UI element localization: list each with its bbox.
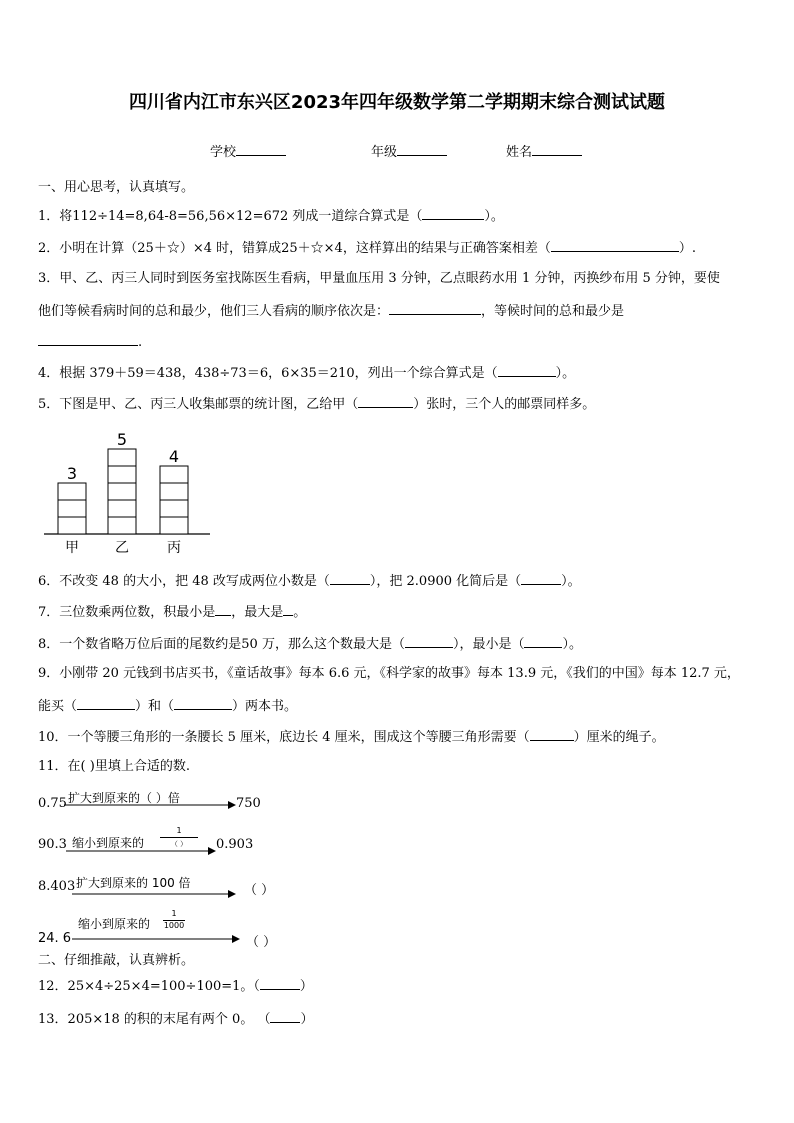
bar-unit [58, 517, 86, 534]
q10-blank[interactable] [530, 728, 574, 741]
q11-row2-numerator: 1 [176, 826, 182, 835]
q12-text-end: ） [299, 979, 313, 994]
grade-label: 年级 [371, 145, 398, 160]
question-1 [38, 207, 504, 225]
q3-text-mid: ，等候时间的总和最少是 [481, 304, 625, 319]
bar-unit [108, 500, 136, 517]
q1-text-end: ）。 [484, 209, 504, 224]
q8-text: 8．一个数省略万位后面的尾数约是50 万，那么这个数最大是（ [38, 637, 405, 652]
grade-field [371, 141, 447, 160]
page-title: 四川省内江市东兴区2023年四年级数学第二学期期末综合测试试题 [128, 92, 666, 113]
grade-blank[interactable] [397, 143, 447, 156]
bar-2 [160, 466, 188, 534]
q8-blank-1[interactable] [405, 635, 453, 648]
q13-blank[interactable] [270, 1010, 300, 1023]
q3-total-blank[interactable] [38, 333, 138, 346]
bar-unit [160, 483, 188, 500]
q1-blank[interactable] [422, 207, 484, 220]
bar-unit [108, 517, 136, 534]
bar-unit [160, 466, 188, 483]
stamp-bar-chart [38, 422, 218, 562]
name-label: 姓名 [506, 145, 533, 160]
q11-row1-label: 扩大到原来的（ ）倍 [68, 791, 180, 805]
bar-value-label: 4 [168, 447, 180, 466]
school-field [210, 141, 286, 160]
q6-text-mid: ），把 2.0900 化简后是（ [369, 574, 522, 589]
q4-text-end: ）。 [555, 366, 576, 381]
q11-row4-arrow [72, 934, 240, 944]
q8-text-mid: ），最小是（ [452, 637, 525, 652]
q11-row3-left: 8.403 [38, 879, 76, 894]
bar-1 [108, 449, 136, 534]
q5-text-end: ）张时，三个人的邮票同样多。 [413, 397, 596, 412]
name-field [506, 141, 582, 160]
bar-0 [58, 483, 86, 534]
q11-row4-right[interactable]: （ ） [246, 935, 277, 950]
question-2 [38, 239, 696, 257]
q7-text-end: 。 [293, 605, 307, 620]
q6-text-end: ）。 [561, 574, 581, 589]
school-blank[interactable] [236, 143, 286, 156]
question-8 [38, 635, 582, 653]
q6-blank-1[interactable] [330, 572, 370, 585]
question-3-line3 [38, 333, 142, 351]
q11-row3-arrow [72, 889, 236, 899]
question-10 [38, 728, 665, 746]
q2-text-end: ）. [678, 241, 696, 256]
q7-blank-1[interactable] [215, 603, 231, 616]
q12-blank[interactable] [260, 977, 300, 990]
bar-unit [160, 500, 188, 517]
bar-unit [160, 517, 188, 534]
question-4 [38, 364, 575, 382]
q5-blank[interactable] [358, 395, 413, 408]
q2-text: 2．小明在计算（25＋☆）×4 时，错算成25＋☆×4，这样算出的结果与正确答案相差（ [38, 241, 551, 256]
q9-text: 能买（ [38, 699, 78, 714]
q11-row2-denominator: （ ） [170, 840, 188, 848]
q11-row2-right: 0.903 [216, 837, 254, 852]
q13-text-end: ） [300, 1012, 314, 1027]
q5-text: 5．下图是甲、乙、丙三人收集邮票的统计图，乙给甲（ [38, 397, 359, 412]
q11-row4-left: 24. 6 [38, 931, 72, 946]
q11-row3-label: 扩大到原来的 100 倍 [76, 876, 191, 890]
question-7 [38, 603, 306, 621]
q3-text-end: . [138, 335, 143, 350]
q11-row2-fraction-bar [160, 837, 198, 838]
q3-text: 他们等候看病时间的总和最少，他们三人看病的顺序依次是： [38, 304, 390, 319]
bar-category-label: 甲 [65, 540, 79, 556]
bar-unit [58, 483, 86, 500]
q11-row3-right[interactable]: （ ） [244, 883, 275, 898]
q11-row1-arrow [64, 800, 236, 810]
question-12 [38, 977, 313, 995]
q9-text-end: ）两本书。 [232, 699, 298, 714]
q9-blank-2[interactable] [174, 697, 232, 710]
bar-value-label: 5 [116, 430, 128, 449]
q2-blank[interactable] [551, 239, 679, 252]
q9-text-mid: ）和（ [135, 699, 175, 714]
q10-text: 10．一个等腰三角形的一条腰长 5 厘米，底边长 4 厘米，围成这个等腰三角形需要（ [38, 730, 530, 745]
q10-text-end: ）厘米的绳子。 [573, 730, 665, 745]
q4-text: 4．根据 379＋59＝438，438÷73＝6，6×35＝210，列出一个综合算式是（ [38, 366, 498, 381]
q3-order-blank[interactable] [389, 302, 481, 315]
q6-blank-2[interactable] [521, 572, 561, 585]
bar-value-label: 3 [66, 464, 78, 483]
question-11-intro: 11．在( )里填上合适的数. [38, 759, 190, 774]
q11-row2-arrow [66, 846, 216, 856]
q11-row2-label: 缩小到原来的 [72, 836, 145, 850]
question-13 [38, 1010, 313, 1028]
bar-unit [108, 483, 136, 500]
section-2-heading: 二、仔细推敲，认真辨析。 [38, 953, 195, 968]
q13-text: 13．205×18 的积的末尾有两个 0。 （ [38, 1012, 271, 1027]
question-9-line1: 9．小刚带 20 元钱到书店买书，《童话故事》每本 6.6 元，《科学家的故事》每本 13.9 元，《我们的中国》每本 12.7 元， [38, 666, 740, 681]
q7-text: 7．三位数乘两位数，积最小是 [38, 605, 216, 620]
school-label: 学校 [210, 145, 237, 160]
q4-blank[interactable] [498, 364, 556, 377]
q11-row1-left: 0.75 [38, 796, 67, 811]
q11-row4-denominator: 1000 [163, 921, 185, 930]
q9-blank-1[interactable] [77, 697, 135, 710]
q1-text: 1．将112÷14=8,64-8=56,56×12=672 列成一道综合算式是（ [38, 209, 423, 224]
q11-row4-label: 缩小到原来的 [78, 917, 151, 931]
bar-unit [58, 500, 86, 517]
q8-blank-2[interactable] [524, 635, 562, 648]
question-9-line2 [38, 697, 297, 715]
bar-unit [108, 449, 136, 466]
q6-text: 6．不改变 48 的大小，把 48 改写成两位小数是（ [38, 574, 330, 589]
q12-text: 12．25×4÷25×4=100÷100=1。（ [38, 979, 260, 994]
q7-blank-2[interactable] [283, 603, 293, 616]
q11-row4-numerator: 1 [171, 909, 177, 918]
q7-text-mid: ，最大是 [231, 605, 284, 620]
bar-unit [108, 466, 136, 483]
question-6 [38, 572, 581, 590]
question-3-line1: 3．甲、乙、丙三人同时到医务室找陈医生看病，甲量血压用 3 分钟，乙点眼药水用 1 分钟，丙换纱布用 5 分钟，要使 [38, 271, 720, 286]
bar-category-label: 丙 [167, 540, 181, 556]
q8-text-end: ）。 [562, 637, 582, 652]
name-blank[interactable] [532, 143, 582, 156]
q11-row2-left: 90.3 [38, 837, 67, 852]
question-5 [38, 395, 595, 413]
question-3-line2 [38, 302, 624, 320]
q11-row1-right: 750 [236, 796, 261, 811]
section-1-heading: 一、用心思考，认真填写。 [38, 180, 195, 195]
bar-category-label: 乙 [115, 540, 129, 556]
